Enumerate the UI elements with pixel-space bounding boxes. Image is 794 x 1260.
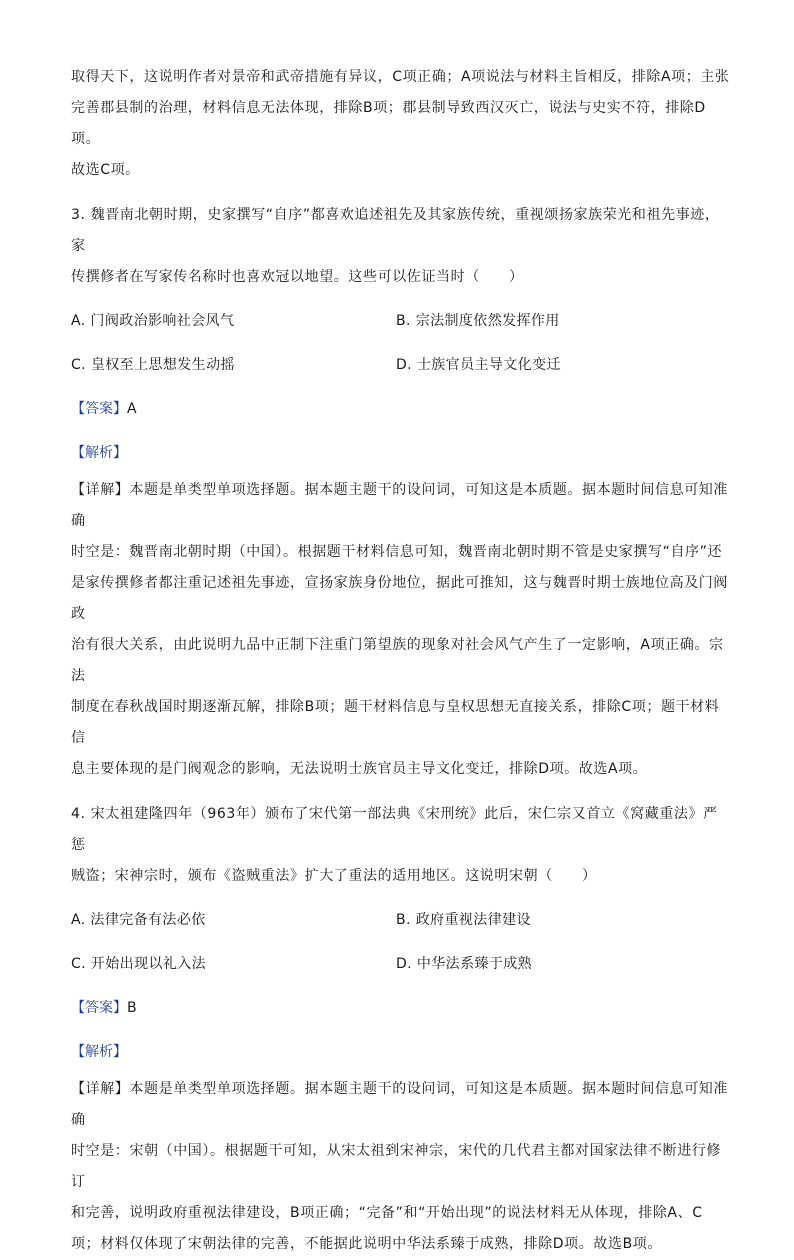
- text-line: 4. 宋太祖建隆四年（963年）颁布了宋代第一部法典《宋刑统》此后，宋仁宗又首立《窝藏重法》严惩: [71, 806, 718, 853]
- question-stem: [71, 200, 731, 293]
- text-line: 取得天下，这说明作者对景帝和武帝措施有异议，C项正确；A项说法与材料主旨相反，排除A项；主张: [71, 69, 730, 85]
- text-line: 项；材料仅体现了宋朝法律的完善，不能据此说明中华法系臻于成熟，排除D项。故选B项。: [71, 1236, 662, 1252]
- text-line: 制度在春秋战国时期逐渐瓦解，排除B项；题干材料信息与皇权思想无直接关系，排除C项；题干材料信: [71, 699, 720, 746]
- option-row: [71, 898, 731, 942]
- text-line: 传撰修者在写家传名称时也喜欢冠以地望。这些可以佐证当时（ ）: [71, 269, 524, 285]
- option-b[interactable]: B. 政府重视法律建设: [396, 912, 531, 928]
- option-a[interactable]: A. 法律完备有法必依: [71, 912, 206, 928]
- question-3: [71, 200, 731, 785]
- answer: [71, 387, 731, 431]
- analysis-heading: 【解析】: [71, 1044, 127, 1060]
- option-d[interactable]: D. 士族官员主导文化变迁: [396, 357, 561, 373]
- text-line: 3. 魏晋南北朝时期，史家撰写“自序”都喜欢追述祖先及其家族传统，重视颂扬家族荣光和祖先事迹，家: [71, 207, 720, 254]
- option-d[interactable]: D. 中华法系臻于成熟: [396, 956, 533, 972]
- text-line: 息主要体现的是门阀观念的影响，无法说明士族官员主导文化变迁，排除D项。故选A项。: [71, 761, 648, 777]
- text-line: 贼盗；宋神宗时，颁布《盗贼重法》扩大了重法的适用地区。这说明宋朝（ ）: [71, 868, 597, 884]
- option-row: [71, 299, 731, 343]
- text-line: 故选C项。: [71, 162, 140, 178]
- question-4: [71, 799, 731, 1260]
- text-line: 【详解】本题是单类型单项选择题。据本题主题干的设问词，可知这是本质题。据本题时间信息可知准确: [71, 1081, 728, 1128]
- answer-value: B: [127, 1000, 137, 1016]
- detail-explanation: [71, 475, 731, 785]
- option-c[interactable]: C. 开始出现以礼入法: [71, 956, 207, 972]
- option-c[interactable]: C. 皇权至上思想发生动摇: [71, 357, 235, 373]
- text-line: 完善郡县制的治理，材料信息无法体现，排除B项；郡县制导致西汉灭亡，说法与史实不符，排除D项。: [71, 100, 706, 147]
- detail-explanation: [71, 1074, 731, 1260]
- option-b[interactable]: B. 宗法制度依然发挥作用: [396, 313, 560, 329]
- text-line: 时空是：魏晋南北朝时期（中国）。根据题干材料信息可知，魏晋南北朝时期不管是史家撰写“自序”还: [71, 544, 723, 560]
- question-stem: [71, 799, 731, 892]
- analysis-heading: 【解析】: [71, 445, 127, 461]
- answer-tag: 【答案】: [71, 401, 127, 417]
- text-line: 治有很大关系，由此说明九品中正制下注重门第望族的现象对社会风气产生了一定影响，A项正确。宗法: [71, 637, 724, 684]
- text-line: 和完善，说明政府重视法律建设，B项正确；“完备”和“开始出现”的说法材料无从体现，排除A、C: [71, 1205, 703, 1221]
- answer-tag: 【答案】: [71, 1000, 127, 1016]
- answer-value: A: [127, 401, 137, 417]
- option-row: [71, 942, 731, 986]
- text-line: 【详解】本题是单类型单项选择题。据本题主题干的设问词，可知这是本质题。据本题时间信息可知准确: [71, 482, 728, 529]
- text-line: 是家传撰修者都注重记述祖先事迹，宣扬家族身份地位，据此可推知，这与魏晋时期士族地位高及门阀政: [71, 575, 728, 622]
- text-line: 时空是：宋朝（中国）。根据题干可知，从宋太祖到宋神宗，宋代的几代君主都对国家法律不断进行修订: [71, 1143, 721, 1190]
- previous-explanation: [71, 62, 731, 186]
- answer: [71, 986, 731, 1030]
- option-row: [71, 343, 731, 387]
- option-a[interactable]: A. 门阀政治影响社会风气: [71, 313, 235, 329]
- document-page: [71, 62, 731, 1260]
